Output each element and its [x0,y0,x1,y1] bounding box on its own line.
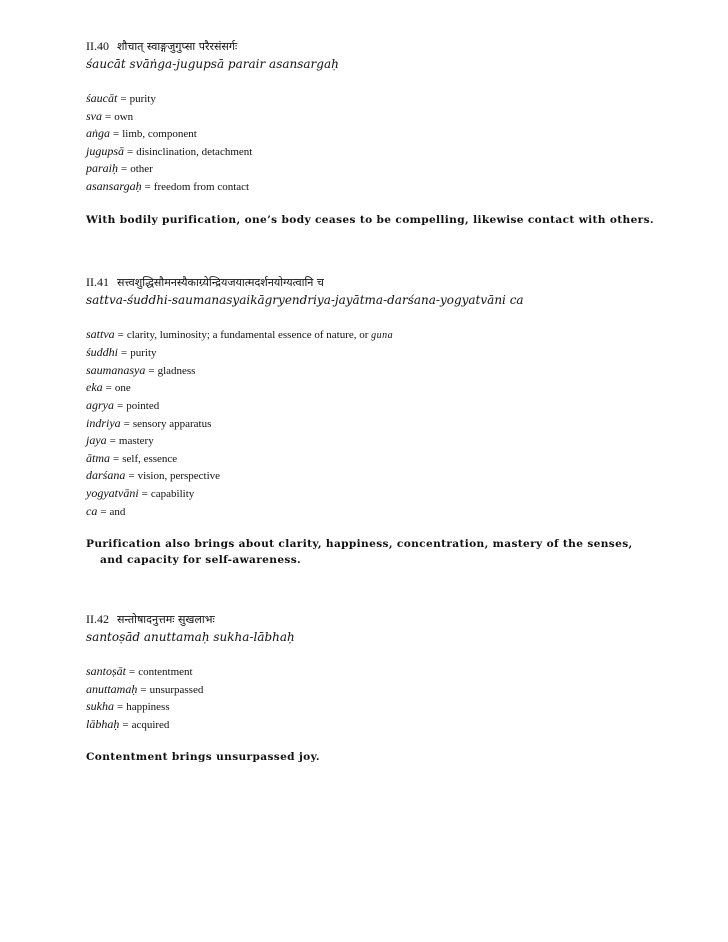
gloss-term: ātma [86,450,110,465]
gloss-term: darśana [86,468,126,483]
sutra-ii-41 [86,274,656,569]
equals-sign: = [128,470,135,483]
gloss-term: jugupsā [86,143,125,158]
gloss-term: asansargaḥ [86,178,142,193]
gloss-meaning: disinclination, detachment [136,145,253,158]
gloss-meaning: freedom from contact [153,180,250,193]
equals-sign: = [117,399,124,412]
equals-sign: = [109,435,116,448]
section-gap [86,568,656,611]
equals-sign: = [123,417,130,430]
gloss-item [86,698,656,716]
gloss-meaning: pointed [126,399,160,412]
gloss-meaning: purity [129,93,156,105]
gloss-item [86,160,656,178]
gloss-term: ca [86,503,98,518]
equals-sign: = [141,487,148,500]
equals-sign: = [140,683,147,696]
equals-sign: = [127,145,134,158]
gloss-meaning: acquired [131,718,170,731]
gloss-meaning: self, essence [122,452,178,465]
transliteration: santoṣād anuttamaḥ sukha-lābhaḥ [86,630,295,645]
equals-sign: = [100,505,107,518]
gloss-meaning: vision, perspective [137,470,221,483]
transliteration: sattva-śuddhi-saumanasyaikāgryendriya-jayātma-darśana-yogyatvāni ca [86,292,524,307]
equals-sign: = [117,328,124,341]
gloss-meaning: limb, component [122,128,197,141]
gloss-item [86,415,656,433]
sutra-ii-40 [86,38,656,228]
gloss-list [86,663,656,733]
equals-sign: = [120,93,127,105]
transliteration: śaucāt svāṅga-jugupsā parair asansargaḥ [86,57,339,71]
equals-sign: = [122,718,129,731]
sutra-summary: With bodily purification, one’s body ceases to be compelling, likewise contact with others. [86,213,654,226]
gloss-list [86,90,656,196]
gloss-term: eka [86,380,103,395]
sutra-number: II.41 [86,274,109,289]
gloss-item [86,344,656,362]
sutra-summary: Purification also brings about clarity, happiness, concentration, mastery of the senses, and capacity for self-awareness. [86,538,633,567]
gloss-meaning: other [130,163,153,176]
section-gap [86,228,656,274]
equals-sign: = [148,364,155,377]
gloss-term: santoṣāt [86,664,127,679]
gloss-term: aṅga [86,126,110,141]
equals-sign: = [113,452,120,465]
gloss-item [86,716,656,734]
gloss-meaning: clarity, luminosity; a fundamental essence of nature, or [126,328,369,341]
sutra-heading [86,611,656,628]
gloss-meaning: happiness [126,701,170,714]
gloss-meaning: purity [130,347,157,360]
gloss-meaning: one [114,382,131,395]
equals-sign: = [121,163,128,176]
gloss-list [86,326,656,521]
gloss-item [86,485,656,503]
gloss-meaning: and [109,505,126,518]
gloss-item [86,90,656,108]
gloss-item [86,503,656,521]
gloss-item [86,326,656,345]
gloss-meaning: capability [150,487,195,500]
gloss-item [86,397,656,415]
gloss-item [86,379,656,397]
gloss-term: yogyatvāni [86,485,139,500]
gloss-meaning: unsurpassed [149,683,204,696]
equals-sign: = [117,701,124,714]
sutra-heading [86,274,656,291]
gloss-item [86,467,656,485]
equals-sign: = [105,110,112,123]
gloss-term: indriya [86,415,121,430]
devanagari-text: सन्तोषादनुत्तमः सुखलाभः [117,613,215,627]
document-page [86,38,656,765]
gloss-item [86,681,656,699]
sutra-ii-42 [86,611,656,765]
gloss-term: sukha [86,699,114,714]
gloss-meaning: mastery [118,435,154,448]
gloss-term: sva [86,108,102,123]
gloss-term: śuddhi [86,345,119,360]
sutra-number: II.40 [86,39,109,53]
gloss-meaning: own [114,110,134,123]
sutra-heading [86,38,656,55]
gloss-term: sattva [86,326,115,341]
equals-sign: = [144,180,151,193]
equals-sign: = [105,382,112,395]
gloss-item [86,450,656,468]
gloss-item [86,663,656,681]
gloss-meaning: gladness [157,364,196,377]
gloss-term: jaya [86,433,107,448]
equals-sign: = [121,347,128,360]
gloss-term: agrya [86,397,114,412]
gloss-item [86,178,656,196]
gloss-tail-term: guna [371,329,394,341]
sutra-summary: Contentment brings unsurpassed joy. [86,751,320,764]
sutra-number: II.42 [86,612,109,627]
gloss-item [86,108,656,126]
gloss-item [86,362,656,380]
gloss-meaning: contentment [138,666,193,679]
gloss-term: paraiḥ [86,161,119,176]
gloss-item [86,432,656,450]
gloss-term: saumanasya [86,362,146,377]
gloss-item [86,143,656,161]
equals-sign: = [113,128,120,141]
gloss-term: anuttamaḥ [86,681,138,696]
gloss-meaning: sensory apparatus [132,417,212,430]
devanagari-text: शौचात् स्वाङ्गजुगुप्सा परैरसंसर्गः [117,40,238,53]
gloss-term: lābhaḥ [86,716,120,731]
devanagari-text: सत्त्वशुद्धिसौमनस्यैकाग्र्येन्द्रियजयात्मदर्शनयोग्यत्वानि च [117,275,324,289]
equals-sign: = [129,666,136,679]
gloss-item [86,125,656,143]
gloss-term: śaucāt [86,91,118,105]
